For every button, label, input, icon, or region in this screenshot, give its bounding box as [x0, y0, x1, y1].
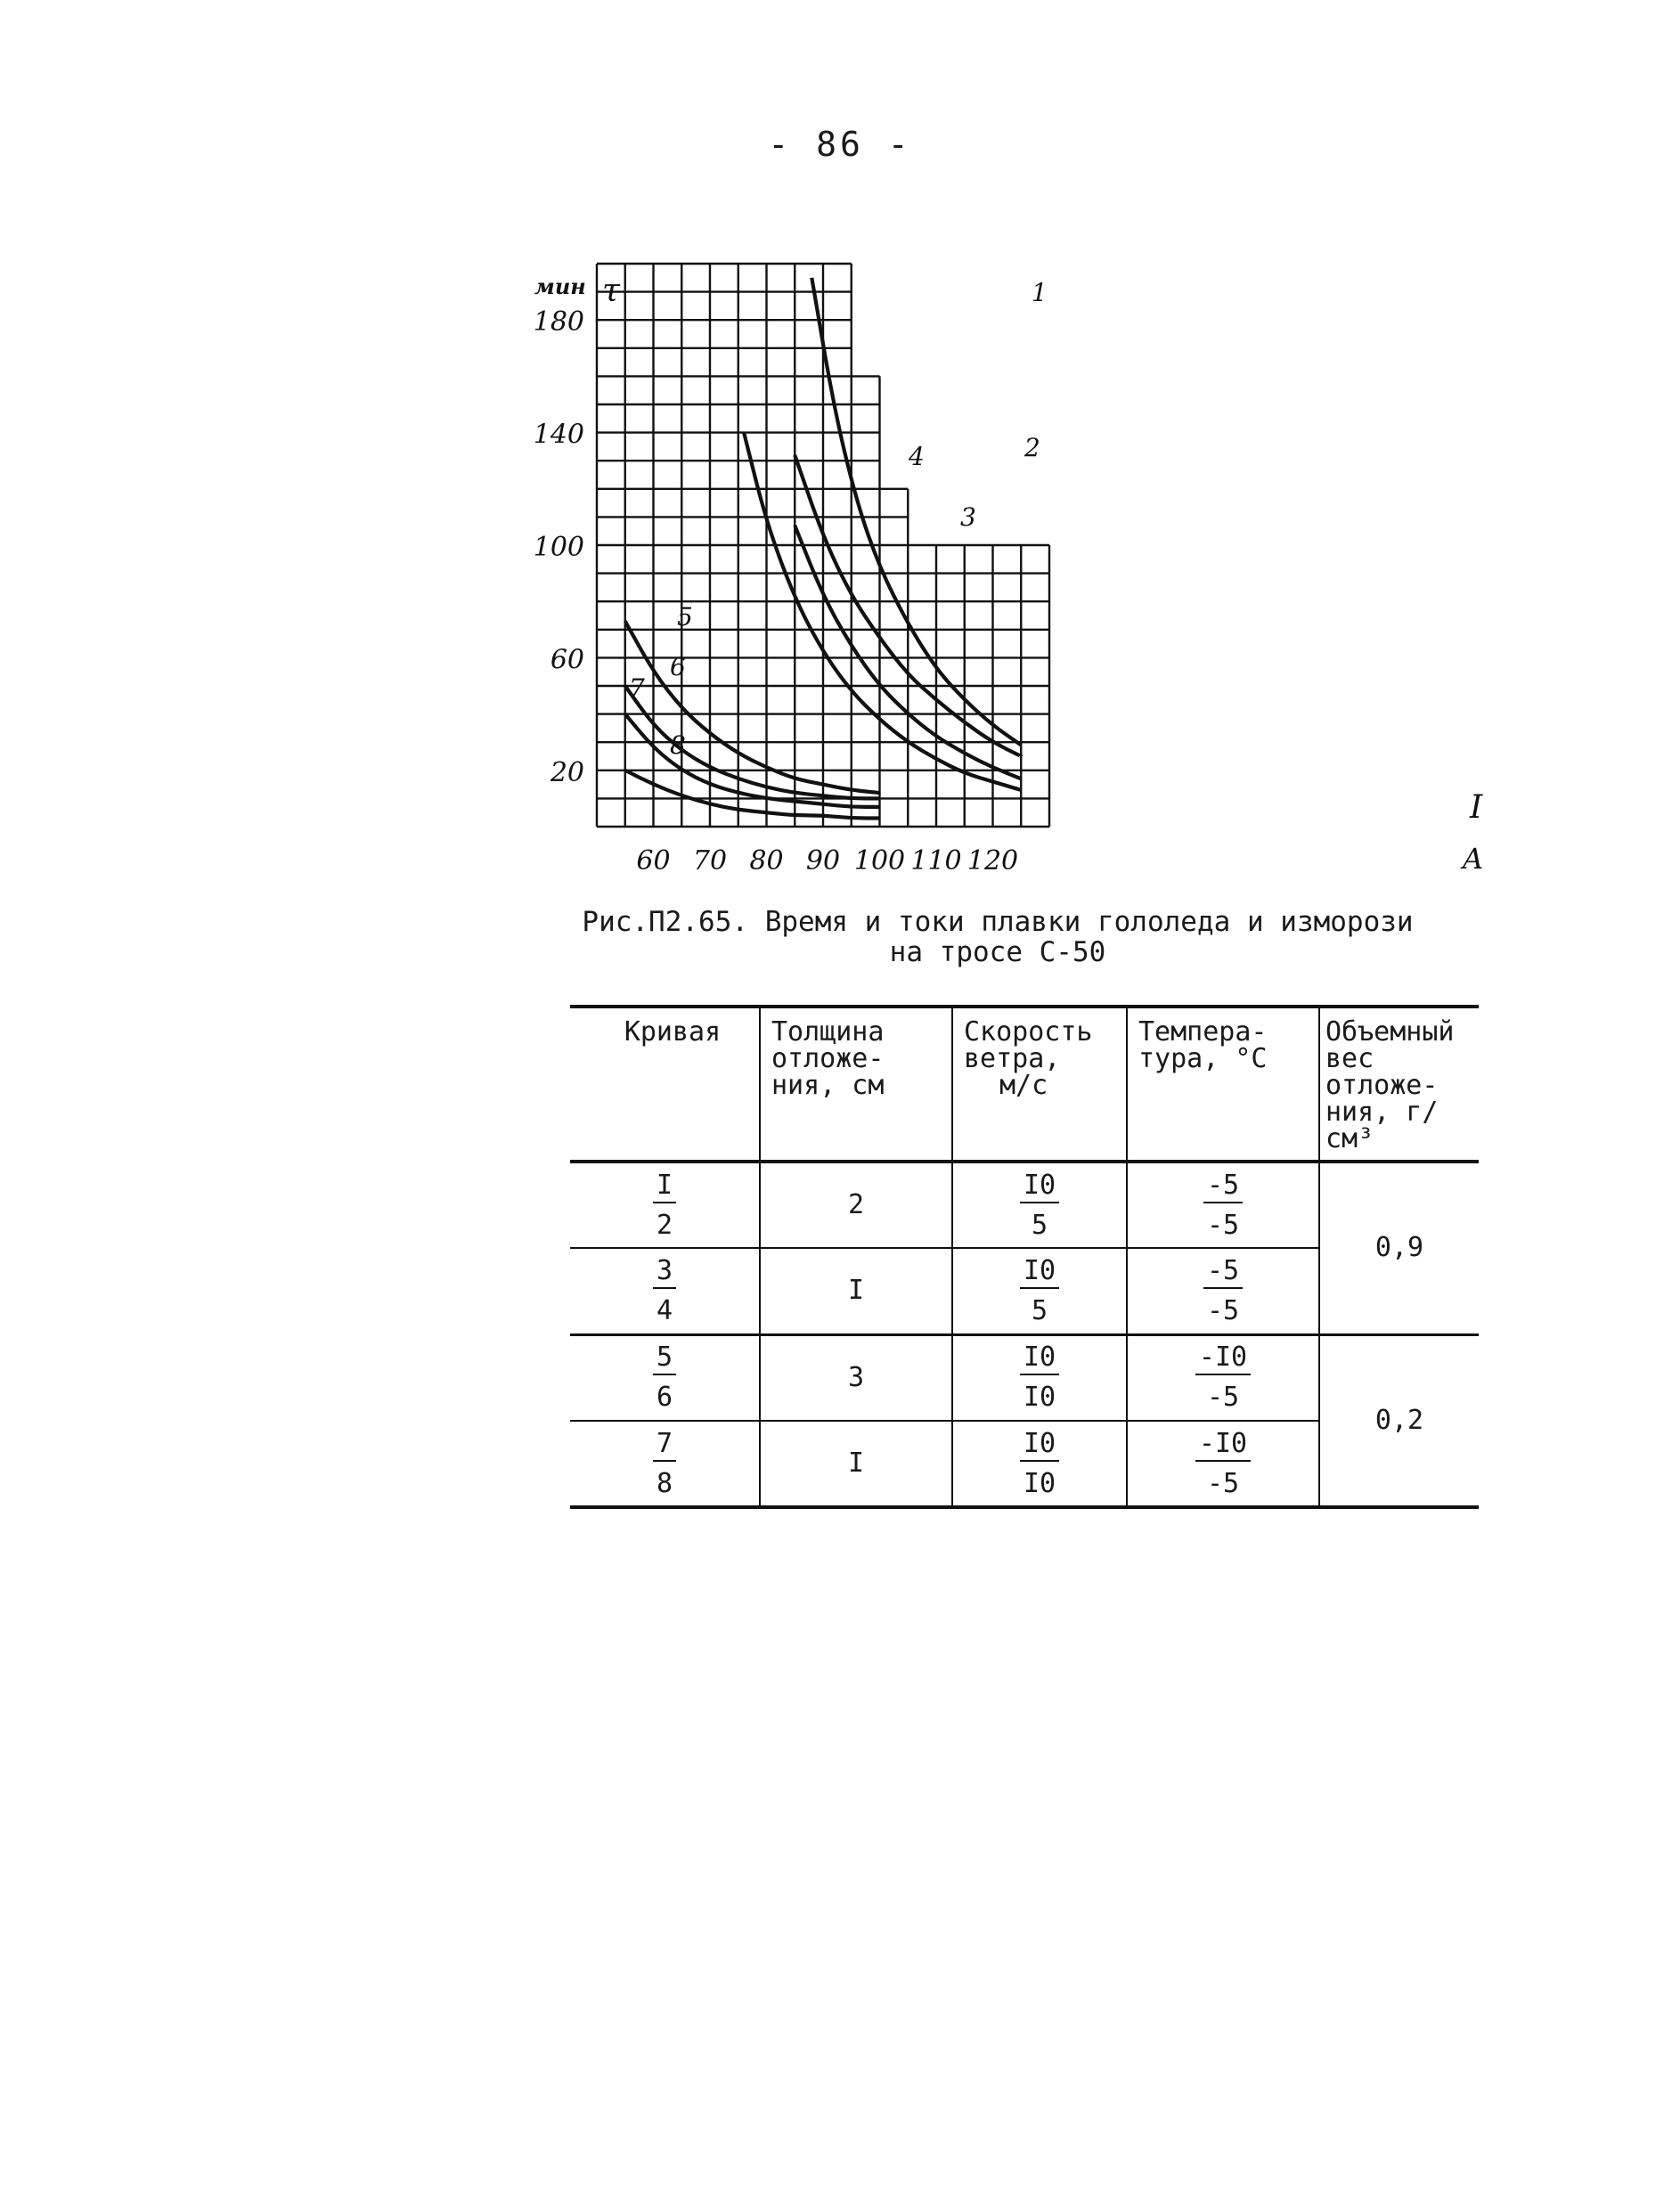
y-axis-symbol: τ — [602, 273, 620, 309]
header-wind-line2: ветра, — [964, 1043, 1061, 1074]
curve-5 — [625, 621, 880, 793]
header-density — [1319, 1007, 1479, 1162]
wind-den: 5 — [1031, 1294, 1048, 1326]
curve-den: 2 — [656, 1209, 673, 1241]
x-tick-label: 70 — [692, 845, 728, 877]
header-curve — [570, 1007, 760, 1162]
table-header-row — [570, 1007, 1479, 1162]
cell-curve — [570, 1421, 760, 1507]
curve-num: 3 — [653, 1258, 676, 1289]
cell-curve — [570, 1334, 760, 1421]
wind-num: I0 — [1020, 1172, 1059, 1203]
caption-line-1: Рис.П2.65. Время и токи плавки гололеда и изморози — [582, 906, 1414, 938]
melting-chart — [0, 0, 1680, 891]
temp-den: -5 — [1206, 1294, 1240, 1326]
cell-thickness: 2 — [760, 1162, 952, 1248]
cell-thickness: 3 — [760, 1334, 952, 1421]
temp-den: -5 — [1206, 1467, 1240, 1499]
header-wind-line1: Скорость — [964, 1016, 1093, 1048]
cell-curve — [570, 1162, 760, 1248]
x-tick-label: 120 — [966, 845, 1019, 877]
wind-den: I0 — [1023, 1382, 1056, 1414]
cell-temp — [1127, 1421, 1319, 1507]
temp-den: -5 — [1206, 1209, 1240, 1241]
x-axis-symbol: I — [1470, 789, 1483, 826]
temp-num: -5 — [1203, 1258, 1243, 1289]
cell-wind — [952, 1248, 1127, 1334]
header-density-line2: вес отложе- — [1325, 1043, 1439, 1101]
table-row — [570, 1334, 1479, 1421]
temp-num: -5 — [1203, 1172, 1243, 1203]
cell-thickness: I — [760, 1421, 952, 1507]
y-tick-label: 20 — [550, 756, 584, 788]
header-wind — [952, 1007, 1127, 1162]
x-tick-label: 60 — [636, 845, 671, 877]
temp-den: -5 — [1206, 1382, 1240, 1414]
header-thickness-line3: ния, см — [771, 1070, 885, 1101]
curve-num: 5 — [653, 1344, 676, 1375]
cell-density: 0,2 — [1319, 1334, 1479, 1507]
header-thickness-line1: Толщина — [771, 1016, 885, 1048]
temp-num: -I0 — [1195, 1344, 1251, 1375]
header-wind-line3: м/с — [999, 1070, 1048, 1101]
wind-den: I0 — [1023, 1467, 1056, 1499]
wind-num: I0 — [1020, 1431, 1059, 1462]
figure-caption — [499, 907, 1497, 967]
curve-label-3: 3 — [960, 502, 976, 532]
cell-wind — [952, 1421, 1127, 1507]
y-tick-label: 60 — [550, 644, 584, 676]
cell-density: 0,9 — [1319, 1162, 1479, 1334]
x-tick-label: 90 — [805, 845, 841, 877]
wind-den: 5 — [1031, 1209, 1048, 1241]
cell-thickness: I — [760, 1248, 952, 1334]
curve-num: I — [653, 1172, 676, 1203]
x-tick-label: 100 — [853, 845, 906, 877]
curve-den: 6 — [656, 1382, 673, 1414]
cell-temp — [1127, 1334, 1319, 1421]
wind-num: I0 — [1020, 1258, 1059, 1289]
curve-den: 8 — [656, 1467, 673, 1499]
cell-curve — [570, 1248, 760, 1334]
temp-num: -I0 — [1195, 1431, 1251, 1462]
curve-den: 4 — [656, 1294, 673, 1326]
y-axis-unit: мин — [534, 273, 586, 299]
table-row — [570, 1162, 1479, 1248]
x-axis-unit: A — [1463, 842, 1484, 876]
curve-label-5: 5 — [677, 602, 693, 632]
cell-temp — [1127, 1162, 1319, 1248]
header-curve-text: Кривая — [624, 1016, 722, 1048]
cell-wind — [952, 1334, 1127, 1421]
caption-line-2: на тросе С-50 — [889, 936, 1106, 968]
curve-4 — [744, 433, 1021, 790]
wind-num: I0 — [1020, 1344, 1059, 1375]
header-density-line3: ния, г/см³ — [1325, 1097, 1439, 1154]
header-thickness-line2: отложе- — [771, 1043, 885, 1074]
header-temperature — [1127, 1007, 1319, 1162]
header-temp-line2: тура, °С — [1138, 1043, 1268, 1074]
curve-label-1: 1 — [1032, 278, 1048, 307]
header-thickness — [760, 1007, 952, 1162]
x-tick-label: 110 — [910, 845, 962, 877]
x-tick-label: 80 — [749, 845, 784, 877]
y-tick-label: 140 — [533, 419, 584, 451]
page-number: - 86 - — [768, 125, 912, 164]
curve-label-8: 8 — [670, 730, 686, 760]
curve-label-6: 6 — [670, 652, 686, 681]
cell-temp — [1127, 1248, 1319, 1334]
curve-label-2: 2 — [1024, 433, 1040, 462]
header-density-line1: Объемный — [1325, 1016, 1455, 1048]
curve-label-4: 4 — [909, 442, 925, 471]
parameters-table — [570, 1005, 1479, 1509]
curve-label-7: 7 — [629, 673, 645, 703]
y-tick-label: 100 — [533, 532, 584, 563]
y-tick-label: 180 — [533, 306, 584, 338]
header-temp-line1: Темпера- — [1138, 1016, 1268, 1048]
curve-num: 7 — [653, 1431, 676, 1462]
cell-wind — [952, 1162, 1127, 1248]
